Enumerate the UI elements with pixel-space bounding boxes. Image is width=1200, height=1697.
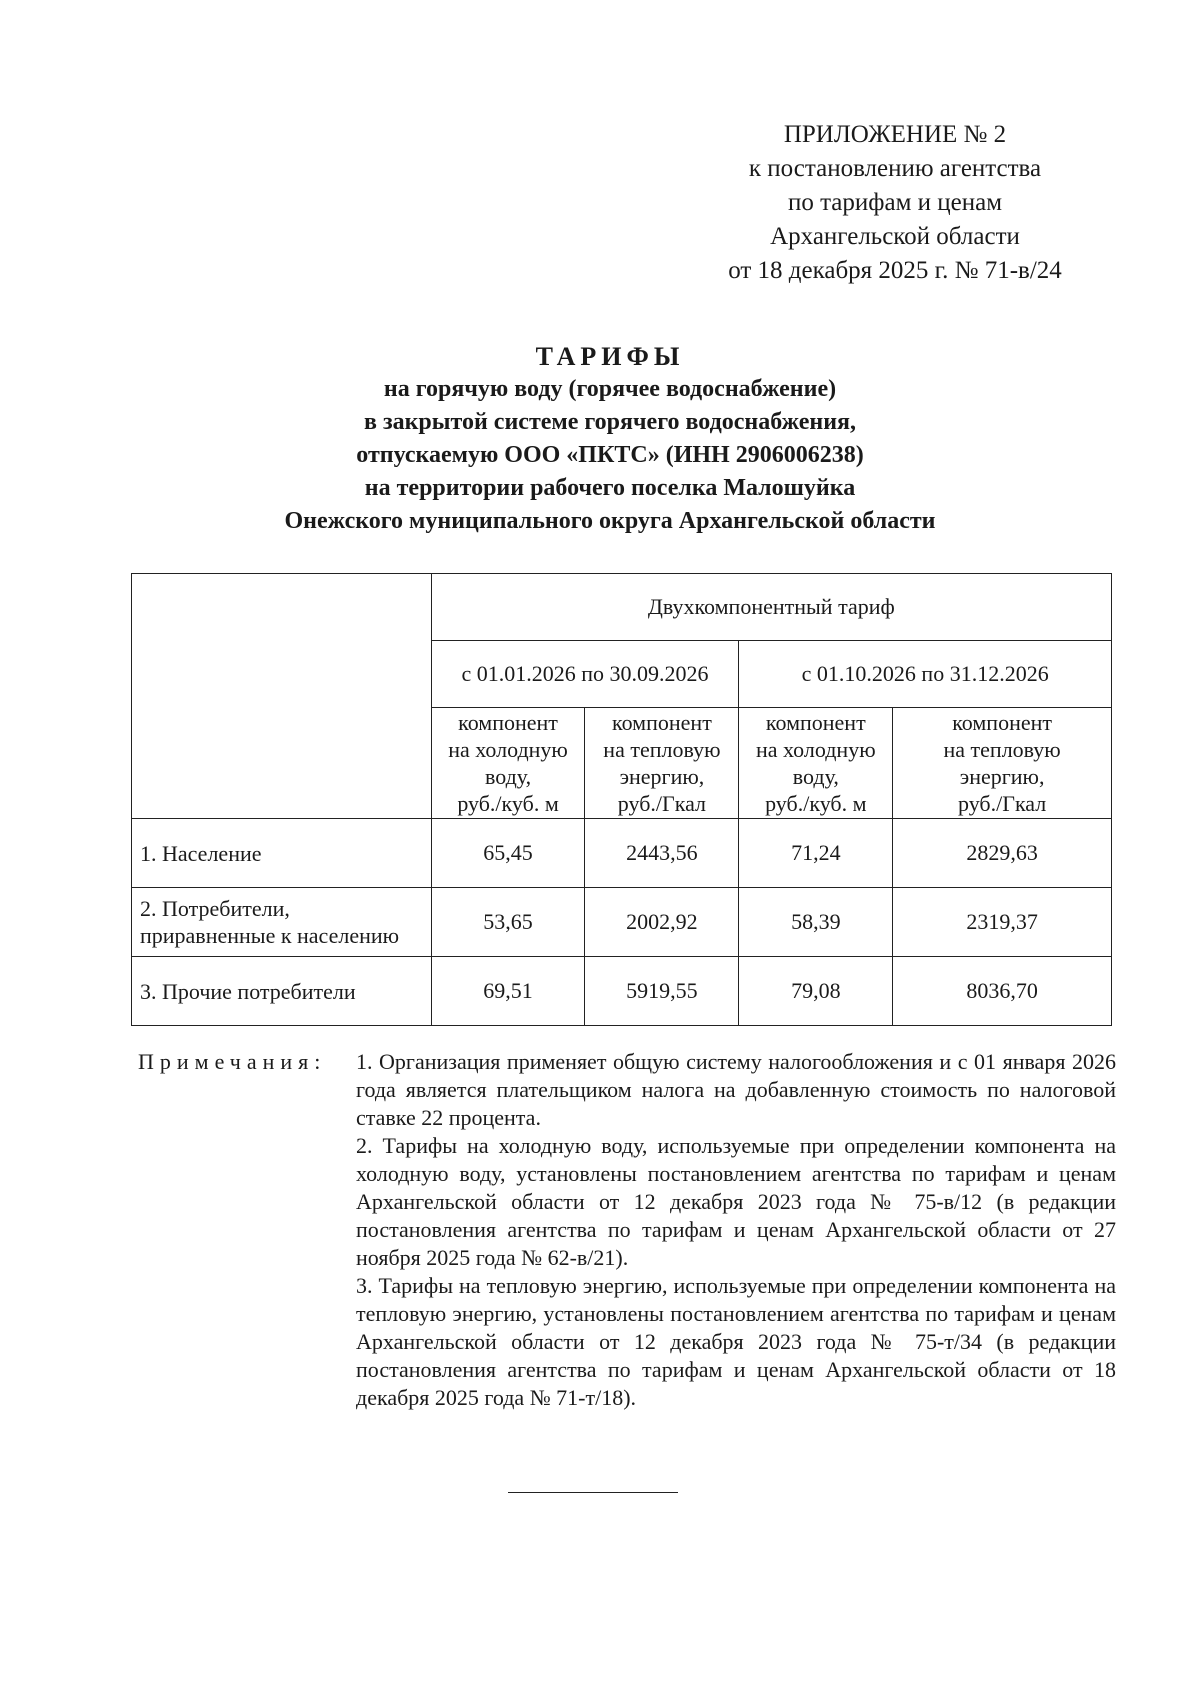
component-line: компонент — [458, 710, 558, 735]
appendix-ref-line: Архангельской области — [770, 223, 1020, 250]
component-header-heat-energy — [585, 708, 739, 819]
value-cell: 58,39 — [739, 888, 893, 957]
component-line: на холодную — [755, 737, 876, 762]
component-line: руб./куб. м — [457, 791, 559, 816]
component-line: на тепловую — [943, 737, 1061, 762]
period-header-1: с 01.01.2026 по 30.09.2026 — [431, 641, 739, 708]
row-label — [132, 819, 432, 888]
table-row — [132, 819, 1112, 888]
title-line: на территории рабочего поселка Малошуйка — [364, 475, 856, 501]
row-label-text: 3. Прочие потребители — [140, 978, 356, 1004]
component-line: компонент — [612, 710, 712, 735]
group-header: Двухкомпонентный тариф — [431, 574, 1111, 641]
component-line: руб./куб. м — [765, 791, 867, 816]
title-main: ТАРИФЫ — [535, 342, 685, 371]
notes-body — [356, 1048, 1116, 1412]
component-line: компонент — [952, 710, 1053, 735]
value-cell: 2829,63 — [893, 819, 1112, 888]
table-row — [132, 957, 1112, 1026]
component-line: на холодную — [448, 737, 568, 762]
component-line: энергию, — [959, 764, 1045, 789]
value-cell: 5919,55 — [585, 957, 739, 1026]
title-line: отпускаемую ООО «ПКТС» (ИНН 2906006238) — [356, 442, 864, 468]
appendix-number: ПРИЛОЖЕНИЕ № 2 — [783, 121, 1007, 148]
notes-label: Примечания: — [138, 1049, 327, 1074]
row-label-text: приравненные к населению — [140, 923, 400, 948]
tariff-table — [131, 573, 1112, 1026]
component-header-heat-energy — [893, 708, 1112, 819]
note-item: 3. Тарифы на тепловую энергию, используемые при определении компонента на тепловую энергию, установлены постановлением агентства по тарифам и ценам Архангельской области от 12 декабря 2023 года № 75-т/34 (в редакции постановления агентства по тарифам и ценам Архангельской области от 18 декабря 2025 года № 71-т/18). — [356, 1273, 1116, 1410]
title-line: на горячую воду (горячее водоснабжение) — [383, 376, 837, 402]
row-label-text: 1. Население — [140, 840, 262, 866]
period-header-2: с 01.10.2026 по 31.12.2026 — [739, 641, 1112, 708]
document-title — [120, 340, 1100, 538]
note-item: 2. Тарифы на холодную воду, используемые при определении компонента на холодную воду, установлены постановлением агентства по тарифам и ценам Архангельской области от 12 декабря 2023 года № 75-в/12 (в редакции постановления агентства по тарифам и ценам Архангельской области от 27 ноября 2025 года № 62-в/21). — [356, 1133, 1116, 1270]
value-cell: 69,51 — [431, 957, 585, 1026]
value-cell: 53,65 — [431, 888, 585, 957]
row-label — [132, 957, 432, 1026]
component-header-cold-water — [431, 708, 585, 819]
appendix-header — [680, 118, 1110, 288]
component-line: компонент — [765, 710, 866, 735]
appendix-ref-line: по тарифам и ценам — [787, 189, 1003, 216]
note-item: 1. Организация применяет общую систему налогообложения и с 01 января 2026 года является плательщиком налога на добавленную стоимость по налоговой ставке 22 процента. — [356, 1049, 1116, 1130]
table-row — [132, 888, 1112, 957]
row-label — [132, 888, 432, 957]
component-line: энергию, — [619, 764, 705, 789]
value-cell: 2443,56 — [585, 819, 739, 888]
component-line: воду, — [484, 764, 532, 789]
value-cell: 8036,70 — [893, 957, 1112, 1026]
value-cell: 2319,37 — [893, 888, 1112, 957]
appendix-date-number: от 18 декабря 2025 г. № 71-в/24 — [728, 257, 1062, 284]
component-line: воду, — [792, 764, 839, 789]
component-line: руб./Гкал — [617, 791, 707, 816]
value-cell: 79,08 — [739, 957, 893, 1026]
row-label-text: 2. Потребители, — [140, 896, 290, 921]
value-cell: 71,24 — [739, 819, 893, 888]
table-corner-cell — [132, 574, 432, 819]
title-line: Онежского муниципального округа Архангельской области — [284, 508, 936, 534]
appendix-ref-line: к постановлению агентства — [748, 155, 1042, 182]
component-line: на тепловую — [603, 737, 721, 762]
component-header-cold-water — [739, 708, 893, 819]
closing-rule — [508, 1492, 678, 1493]
component-line: руб./Гкал — [958, 791, 1047, 816]
value-cell: 65,45 — [431, 819, 585, 888]
title-line: в закрытой системе горячего водоснабжения, — [363, 409, 857, 435]
value-cell: 2002,92 — [585, 888, 739, 957]
